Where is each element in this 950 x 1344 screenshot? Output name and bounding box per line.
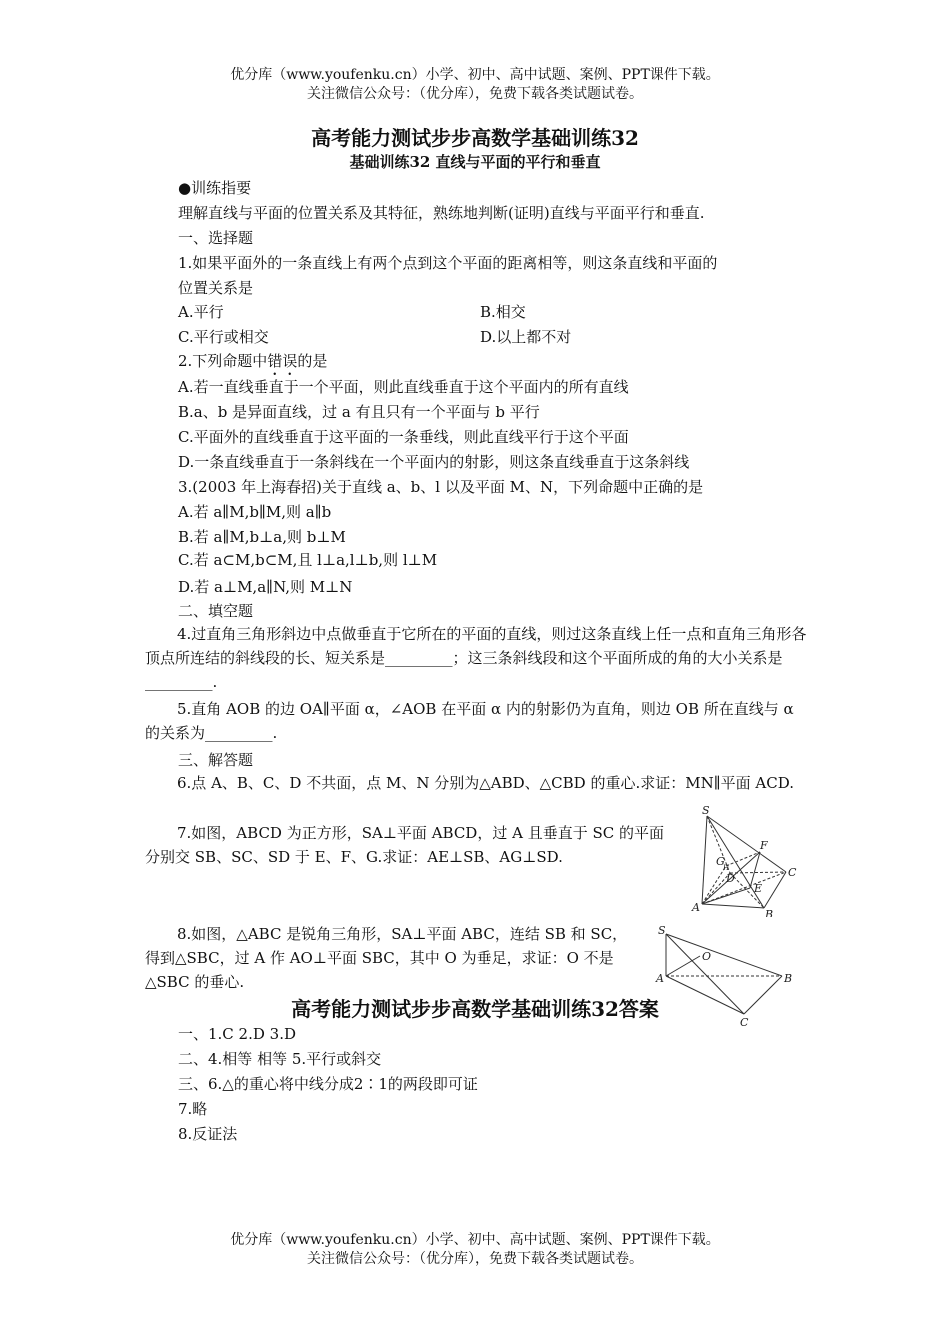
answers-title: 高考能力测试步步高数学基础训练32答案	[291, 997, 659, 1021]
q1-option-a: A.平行	[178, 303, 224, 321]
q1-stem-1: 1.如果平面外的一条直线上有两个点到这个平面的距离相等，则这条直线和平面的	[178, 254, 718, 272]
q1-option-c: C.平行或相交	[178, 328, 269, 346]
q2-option-c: C.平面外的直线垂直于这平面的一条垂线，则此直线平行于这个平面	[178, 428, 629, 446]
q3-option-d: D.若 a⊥M,a∥N,则 M⊥N	[178, 578, 353, 596]
q7-text: 7.如图，ABCD 为正方形，SA⊥平面 ABCD，过 A 且垂直于 SC 的平面分别交 SB、SC、SD 于 E、F、G.求证：AE⊥SB、AG⊥SD.	[145, 824, 664, 866]
footer-line-1: 优分库（www.youfenku.cn）小学、初中、高中试题、案例、PPT课件下载。	[230, 1232, 720, 1248]
fig7-label-c: C	[788, 866, 797, 879]
q3-option-a: A.若 a∥M,b∥M,则 a∥b	[178, 503, 332, 521]
fig8-label-s: S	[658, 924, 666, 937]
q2-option-a: A.若一直线垂直于一个平面，则此直线垂直于这个平面内的所有直线	[178, 378, 629, 396]
q6-text: 6.点 A、B、C、D 不共面，点 M、N 分别为△ABD、△CBD 的重心.求证：MN∥平面 ACD.	[177, 774, 794, 792]
header-line-2: 关注微信公众号：（优分库），免费下载各类试题试卷。	[307, 86, 643, 102]
q2-stem-post: 的是	[297, 352, 328, 370]
page-subtitle: 基础训练32 直线与平面的平行和垂直	[349, 153, 601, 171]
answers-line-4: 7.略	[178, 1100, 208, 1118]
answers-line-3: 三、6.△的重心将中线分成2∶1的两段即可证	[178, 1075, 478, 1093]
guide-heading: ●训练指要	[178, 179, 252, 197]
q1-option-b: B.相交	[480, 303, 526, 321]
q8-text: 8.如图，△ABC 是锐角三角形，SA⊥平面 ABC，连结 SB 和 SC，得到△SBC，过 A 作 AO⊥平面 SBC，其中 O 为垂足，求证：O 不是△SBC 的垂心.	[145, 925, 628, 991]
q1-option-d: D.以上都不对	[480, 328, 572, 346]
fig7-label-a: A	[692, 901, 700, 914]
q4-text: 4.过直角三角形斜边中点做垂直于它所在的平面的直线，则过这条直线上任一点和直角三角形各顶点所连结的斜线段的长、短关系是_________；这三条斜线段和这个平面所成的角的大小关系是_________.	[145, 625, 807, 691]
section-choice: 一、选择题	[178, 229, 254, 247]
section-solve: 三、解答题	[178, 751, 254, 769]
q3-option-c: C.若 a⊂M,b⊂M,且 l⊥a,l⊥b,则 l⊥M	[178, 551, 438, 569]
section-fill: 二、填空题	[178, 602, 254, 620]
fig8-label-a: A	[656, 972, 664, 985]
fig7-label-e: E	[754, 882, 763, 895]
answers-line-1: 一、1.C 2.D 3.D	[178, 1025, 297, 1043]
q2-stem	[178, 351, 327, 379]
footer-line-2: 关注微信公众号：（优分库），免费下载各类试题试卷。	[307, 1251, 643, 1267]
q1-stem-2: 位置关系是	[178, 279, 254, 297]
fig8-label-b: B	[784, 972, 793, 985]
q2-stem-emphasis: 错误	[267, 352, 298, 370]
answers-line-5: 8.反证法	[178, 1125, 238, 1143]
q3-option-b: B.若 a∥M,b⊥a,则 b⊥M	[178, 528, 346, 546]
fig7-label-g: G	[716, 855, 725, 868]
q2-option-b: B.a、b 是异面直线，过 a 有且只有一个平面与 b 平行	[178, 403, 540, 421]
answers-line-2: 二、4.相等 相等 5.平行或斜交	[178, 1050, 382, 1068]
q2-stem-pre: 2.下列命题中	[178, 352, 268, 370]
page-title: 高考能力测试步步高数学基础训练32	[311, 126, 639, 150]
fig8-label-c: C	[740, 1016, 749, 1028]
fig7-label-h: H	[723, 864, 730, 872]
fig7-label-f: F	[760, 839, 768, 852]
q3-stem: 3.(2003 年上海春招)关于直线 a、b、l 以及平面 M、N，下列命题中正确的是	[178, 478, 704, 496]
figure-pyramid-square	[690, 802, 805, 917]
q2-option-d: D.一条直线垂直于一条斜线在一个平面内的射影，则这条直线垂直于这条斜线	[178, 453, 690, 471]
fig8-label-o: O	[702, 950, 712, 963]
fig7-label-b: B	[765, 908, 774, 917]
guide-text: 理解直线与平面的位置关系及其特征，熟练地判断(证明)直线与平面平行和垂直.	[178, 204, 705, 222]
fig7-label-s: S	[702, 804, 710, 817]
header-line-1: 优分库（www.youfenku.cn）小学、初中、高中试题、案例、PPT课件下载。	[230, 67, 720, 83]
fig7-label-d: D	[726, 872, 735, 885]
q5-text: 5.直角 AOB 的边 OA∥平面 α，∠AOB 在平面 α 内的射影仍为直角，则边 OB 所在直线与 α 的关系为_________.	[145, 700, 794, 742]
